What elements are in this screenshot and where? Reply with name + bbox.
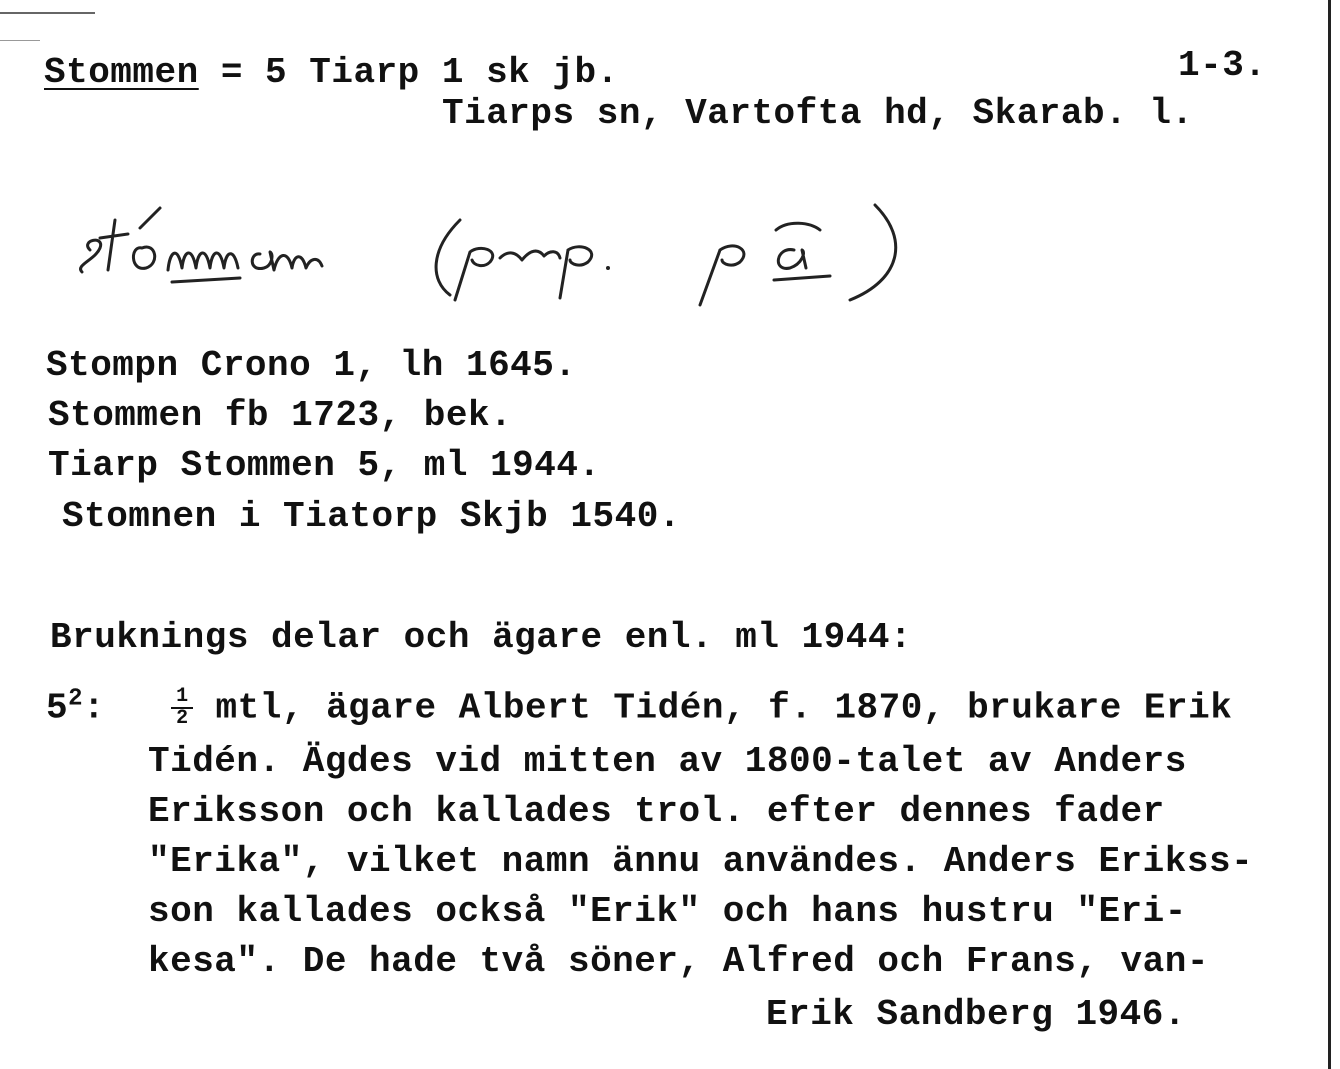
- entry-line: "Erika", vilket namn ännu användes. Anders Erikss-: [148, 841, 1254, 882]
- fraction-half: [171, 685, 193, 730]
- header-designation: = 5 Tiarp 1 sk jb.: [198, 52, 619, 93]
- entry-number: 5: [46, 687, 69, 729]
- entry-line: Tidén. Ägdes vid mitten av 1800-talet av Anders: [148, 741, 1187, 782]
- card-top-mark-2: [0, 40, 40, 41]
- header-location: Tiarps sn, Vartofta hd, Skarab. l.: [442, 93, 1194, 134]
- entry-line: kesa". De hade två söner, Alfred och Frans, van-: [148, 941, 1209, 982]
- entry-first-line: [46, 685, 1233, 730]
- fraction-numerator: 1: [176, 685, 189, 708]
- fraction-denominator: 2: [176, 707, 189, 730]
- historical-form: Tiarp Stommen 5, ml 1944.: [48, 445, 601, 486]
- header-line-1: [44, 52, 619, 93]
- historical-form: Stompn Crono 1, lh 1645.: [46, 345, 577, 386]
- entry-first-line-text: mtl, ägare Albert Tidén, f. 1870, brukare Erik: [215, 687, 1233, 729]
- historical-form: Stommen fb 1723, bek.: [48, 395, 513, 436]
- historical-form: Stomnen i Tiatorp Skjb 1540.: [62, 496, 681, 537]
- entry-line: son kallades också "Erik" och hans hustru "Eri-: [148, 891, 1187, 932]
- entry-colon: :: [83, 687, 106, 729]
- card-top-mark: [0, 12, 95, 14]
- entry-line: Eriksson och kallades trol. efter dennes fader: [148, 791, 1165, 832]
- section-heading: Bruknings delar och ägare enl. ml 1944:: [50, 617, 913, 658]
- place-name: Stommen: [44, 52, 199, 93]
- card-right-edge: [1328, 0, 1331, 1069]
- entry-superscript: 2: [68, 685, 84, 713]
- signature: Erik Sandberg 1946.: [766, 994, 1186, 1035]
- handwritten-pronunciation: [60, 180, 930, 310]
- card-number: 1-3.: [1178, 45, 1267, 86]
